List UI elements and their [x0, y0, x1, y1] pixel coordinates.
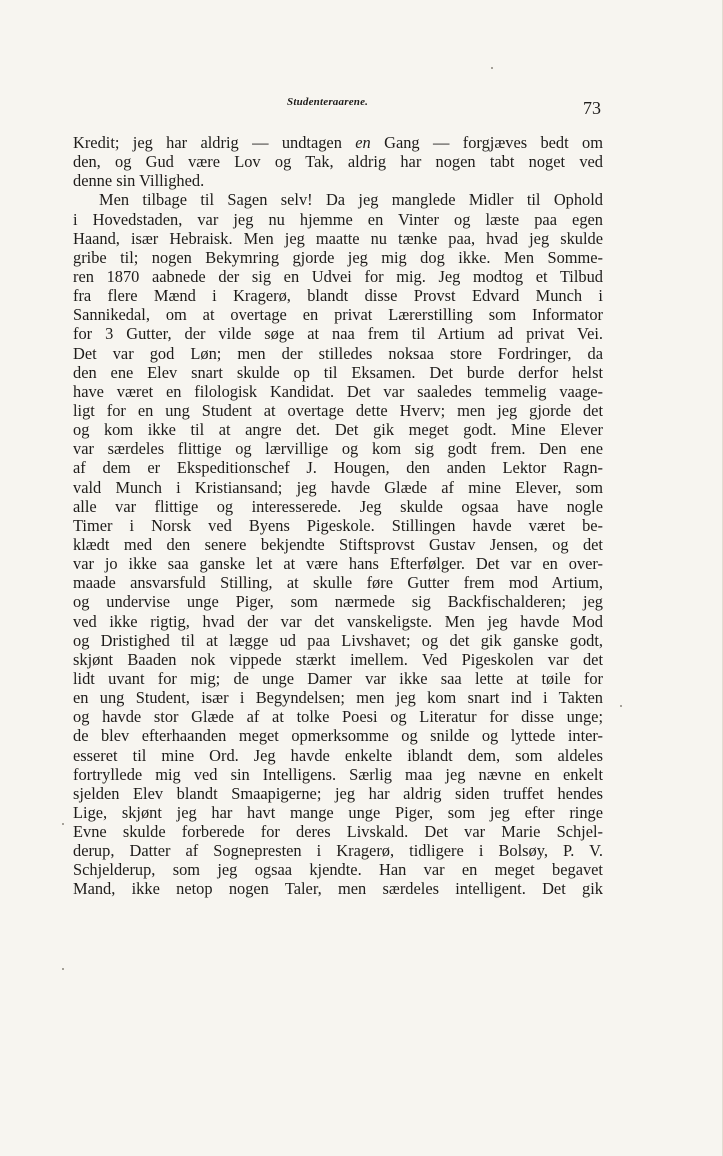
- text-line: Lige, skjønt jeg har havt mange unge Piger, som jeg efter ringe: [73, 802, 603, 822]
- text-line: Sannikedal, om at overtage en privat Lærerstilling som Informator: [73, 305, 603, 325]
- text-line: maade ansvarsfuld Stilling, at skulle føre Gutter frem mod Artium,: [73, 573, 603, 593]
- text-line: og havde stor Glæde af at tolke Poesi og Literatur for disse unge;: [73, 707, 603, 727]
- text-line: for 3 Gutter, der vilde søge at naa frem til Artium ad privat Vei.: [73, 324, 603, 344]
- text-line: den ene Elev snart skulde op til Eksamen. Det burde derfor helst: [73, 362, 603, 382]
- text-line: Evne skulde forberede for deres Livskald. Det var Marie Schjel-: [73, 822, 603, 842]
- paper-speck: [62, 968, 64, 970]
- emphasized-word: en: [355, 133, 371, 152]
- text-line: Det var god Løn; men der stilledes noksaa store Fordringer, da: [73, 343, 603, 363]
- text-line: have været en filologisk Kandidat. Det var saaledes temmelig vaage-: [73, 381, 603, 401]
- text-line: Mand, ikke netop nogen Taler, men særdeles intelligent. Det gik: [73, 879, 603, 899]
- text-line: lidt uvant for mig; de unge Damer var ikke saa lette at tøile for: [73, 668, 603, 688]
- body-text: [73, 133, 603, 899]
- text-line: ligt for en ung Student at overtage dette Hverv; men jeg gjorde det: [73, 400, 603, 420]
- text-line: klædt med den senere bekjendte Stiftsprovst Gustav Jensen, og det: [73, 534, 603, 554]
- text-line: ren 1870 aabnede der sig en Udvei for mig. Jeg modtog et Tilbud: [73, 266, 603, 286]
- text-line: alle var flittige og interesserede. Jeg skulde ogsaa have nogle: [73, 496, 603, 516]
- text-line: Men tilbage til Sagen selv! Da jeg manglede Midler til Ophold: [99, 190, 603, 210]
- text-line: [73, 133, 603, 152]
- paper-speck: [620, 705, 622, 707]
- text-line: esseret til mine Ord. Jeg havde enkelte iblandt dem, som aldeles: [73, 745, 603, 765]
- text-line: i Hovedstaden, var jeg nu hjemme en Vinter og læste paa egen: [73, 209, 603, 229]
- text-line: var særdeles flittige og lærvillige og kom sig godt frem. Den ene: [73, 439, 603, 459]
- text-line: fra flere Mænd i Kragerø, blandt disse Provst Edvard Munch i: [73, 286, 603, 306]
- text-line: en ung Student, især i Begyndelsen; men jeg kom snart ind i Takten: [73, 688, 603, 708]
- text-line: derup, Datter af Sognepresten i Kragerø, tidligere i Bolsøy, P. V.: [73, 841, 603, 861]
- text-line: skjønt Baaden nok vippede stærkt imellem. Ved Pigeskolen var det: [73, 649, 603, 669]
- text-line: Timer i Norsk ved Byens Pigeskole. Stillingen havde været be-: [73, 515, 603, 535]
- paper-speck: [62, 823, 64, 825]
- text-line: og undervise unge Piger, som nærmede sig Backfischalderen; jeg: [73, 592, 603, 612]
- text-fragment: Gang — forgjæves bedt om: [370, 133, 603, 152]
- paper-speck: [491, 67, 493, 69]
- text-line: den, og Gud være Lov og Tak, aldrig har nogen tabt noget ved: [73, 152, 603, 172]
- text-line: fortryllede mig ved sin Intelligens. Særlig maa jeg nævne en enkelt: [73, 764, 603, 784]
- text-fragment: Kredit; jeg har aldrig — undtagen: [73, 133, 356, 152]
- text-line: denne sin Villighed.: [73, 171, 205, 191]
- text-line: vald Munch i Kristiansand; jeg havde Glæde af mine Elever, som: [73, 477, 603, 497]
- text-line: og kom ikke til at angre det. Det gik meget godt. Mine Elever: [73, 420, 603, 440]
- text-line: sjelden Elev blandt Smaapigerne; jeg har aldrig siden truffet hendes: [73, 783, 603, 803]
- text-line: var jo ikke saa ganske let at være hans Efterfølger. Det var en over-: [73, 554, 603, 574]
- text-line: Haand, især Hebraisk. Men jeg maatte nu tænke paa, hvad jeg skulde: [73, 228, 603, 248]
- text-line: gribe til; nogen Bekymring gjorde jeg mig dog ikke. Men Somme-: [73, 247, 603, 267]
- running-head: Studenteraarene.: [287, 96, 369, 108]
- text-line: Schjelderup, som jeg ogsaa kjendte. Han var en meget begavet: [73, 860, 603, 880]
- page-number: 73: [583, 98, 601, 118]
- text-line: og Dristighed til at lægge ud paa Livshavet; og det gik ganske godt,: [73, 630, 603, 650]
- text-line: af dem er Ekspeditionschef J. Hougen, den anden Lektor Ragn-: [73, 458, 603, 478]
- text-line: ved ikke rigtig, hvad der var det vanskeligste. Men jeg havde Mod: [73, 611, 603, 631]
- text-line: de blev efterhaanden meget opmerksomme og snilde og lyttede inter-: [73, 726, 603, 746]
